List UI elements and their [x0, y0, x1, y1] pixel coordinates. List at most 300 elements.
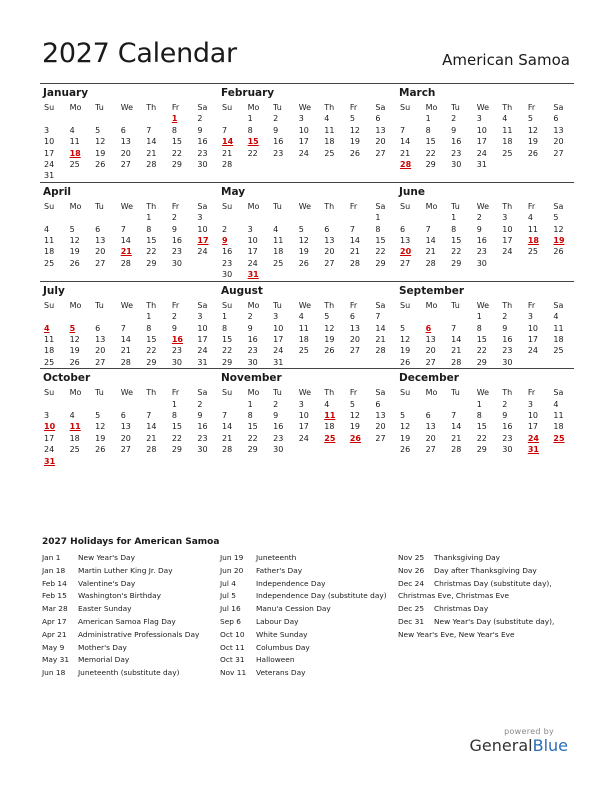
day-cell: 14 [146, 422, 157, 432]
weekday-label: Mo [425, 103, 438, 112]
weekday-label: Fr [171, 201, 180, 211]
brand-blue: Blue [532, 736, 568, 755]
day-cell: 18 [273, 247, 284, 257]
weekday-label: Su [400, 388, 411, 398]
month-october [40, 369, 218, 467]
day-cell: 12 [400, 334, 411, 344]
month-name: July [43, 284, 65, 297]
holiday-entry [220, 565, 398, 578]
day-cell: 14 [222, 422, 233, 432]
weekday-label: Sa [375, 388, 386, 398]
day-cell: 31 [273, 357, 284, 367]
day-cell: 16 [222, 247, 233, 257]
empty-cell [247, 212, 273, 223]
weekday-label: We [298, 103, 312, 112]
month-table [43, 387, 222, 467]
day-cell: 21 [375, 334, 386, 344]
day-cell: 19 [69, 346, 80, 356]
month-row [40, 182, 574, 281]
weekday-label: Fr [171, 300, 180, 310]
weekday-label: Sa [553, 388, 564, 398]
day-cell: 23 [247, 346, 258, 356]
day-cell: 11 [44, 334, 55, 344]
weekday-label: Fr [527, 103, 536, 112]
holiday-day-cell: 21 [120, 247, 132, 257]
day-cell: 7 [425, 224, 431, 234]
day-cell: 12 [95, 137, 106, 147]
day-cell: 27 [120, 160, 131, 170]
day-cell: 31 [44, 171, 55, 181]
weekday-label: Th [146, 103, 157, 112]
weekday-label: We [476, 103, 490, 112]
holiday-entry [42, 565, 220, 578]
empty-cell [399, 212, 425, 223]
month-january [40, 84, 218, 182]
day-cell: 1 [451, 213, 457, 223]
holiday-name-continued: Christmas Eve, Christmas Eve [398, 591, 510, 601]
day-cell: 13 [95, 334, 106, 344]
weekday-label: Mo [69, 388, 82, 398]
weekday-label: Mo [247, 103, 260, 112]
day-cell: 30 [197, 160, 208, 170]
weekday-label: Su [44, 103, 55, 112]
holiday-day-cell: 24 [527, 433, 539, 443]
weekday-label: Sa [197, 300, 208, 310]
weekday-label: Th [324, 201, 335, 211]
month-table [221, 387, 400, 455]
day-cell: 23 [502, 433, 513, 443]
day-cell: 25 [69, 445, 80, 455]
day-cell: 8 [476, 323, 482, 333]
day-cell: 2 [273, 399, 279, 409]
day-cell: 7 [120, 224, 126, 234]
empty-cell [501, 258, 527, 269]
empty-cell [272, 212, 298, 223]
holiday-day-cell: 18 [527, 236, 539, 246]
month-july [40, 282, 218, 368]
day-cell: 20 [324, 247, 335, 257]
day-cell: 10 [527, 323, 538, 333]
day-cell: 10 [44, 137, 55, 147]
weekday-label: Tu [451, 201, 460, 211]
day-cell: 13 [375, 410, 386, 420]
day-cell: 24 [298, 433, 309, 443]
weekday-label: Fr [349, 300, 358, 310]
powered-by-label: powered by [504, 727, 554, 736]
day-cell: 28 [120, 258, 131, 268]
holiday-day-cell: 1 [171, 114, 178, 124]
day-cell: 2 [171, 213, 177, 223]
weekday-label: Su [222, 388, 233, 398]
empty-cell [349, 444, 375, 455]
holiday-name: Washington's Birthday [78, 591, 161, 601]
day-cell: 19 [527, 137, 538, 147]
day-cell: 1 [425, 114, 431, 124]
weekday-label: Tu [451, 103, 460, 112]
month-table [43, 102, 222, 182]
day-cell: 17 [44, 433, 55, 443]
weekday-label: Su [44, 388, 55, 398]
day-cell: 6 [95, 323, 101, 333]
day-cell: 26 [298, 258, 309, 268]
empty-cell [399, 311, 425, 322]
day-cell: 23 [502, 346, 513, 356]
holiday-day-cell: 26 [349, 433, 361, 443]
weekday-label: Su [44, 300, 55, 310]
empty-cell [69, 311, 95, 322]
day-cell: 10 [273, 323, 284, 333]
day-cell: 22 [146, 346, 157, 356]
day-cell: 22 [171, 433, 182, 443]
holidays-column-1 [42, 552, 220, 680]
holiday-entry [42, 629, 220, 642]
day-cell: 20 [95, 346, 106, 356]
holiday-name: Christmas Day (substitute day), [434, 578, 552, 588]
day-cell: 14 [425, 236, 436, 246]
day-cell: 17 [298, 422, 309, 432]
weekday-label: Th [324, 103, 335, 112]
empty-cell [94, 212, 120, 223]
weekday-label: Th [146, 300, 157, 310]
holiday-name: Christmas Day [434, 604, 489, 614]
day-cell: 13 [349, 323, 360, 333]
day-cell: 3 [298, 399, 304, 409]
weekday-label: Mo [247, 201, 260, 211]
day-cell: 28 [222, 160, 233, 170]
month-march [396, 84, 574, 182]
holiday-entry [220, 578, 398, 591]
day-cell: 3 [476, 114, 482, 124]
holiday-entry [398, 552, 578, 565]
holiday-entry [220, 590, 398, 603]
month-table [221, 102, 400, 170]
day-cell: 15 [476, 334, 487, 344]
month-table [43, 300, 222, 368]
day-cell: 17 [527, 334, 538, 344]
day-cell: 30 [476, 258, 487, 268]
holiday-name: American Samoa Flag Day [78, 616, 176, 626]
day-cell: 22 [451, 247, 462, 257]
day-cell: 7 [375, 312, 381, 322]
day-cell: 7 [451, 410, 457, 420]
day-cell: 27 [425, 445, 436, 455]
day-cell: 8 [375, 224, 381, 234]
day-cell: 17 [44, 148, 55, 158]
day-cell: 21 [349, 247, 360, 257]
day-cell: 14 [451, 422, 462, 432]
weekday-label: Fr [171, 388, 180, 398]
day-cell: 4 [324, 114, 330, 124]
day-cell: 10 [527, 410, 538, 420]
weekday-label: Fr [527, 201, 536, 211]
day-cell: 3 [247, 224, 253, 234]
day-cell: 7 [146, 125, 152, 135]
day-cell: 11 [273, 236, 284, 246]
holidays-column-2 [220, 552, 398, 680]
holidays-section [42, 537, 582, 680]
empty-cell [171, 170, 197, 181]
day-cell: 29 [476, 445, 487, 455]
day-cell: 21 [222, 433, 233, 443]
day-cell: 24 [247, 258, 258, 268]
day-cell: 12 [69, 236, 80, 246]
day-cell: 5 [400, 323, 406, 333]
day-cell: 22 [247, 433, 258, 443]
day-cell: 13 [553, 125, 564, 135]
day-cell: 21 [451, 346, 462, 356]
holiday-day-cell: 25 [553, 433, 565, 443]
month-table [399, 102, 578, 170]
day-cell: 27 [400, 258, 411, 268]
day-cell: 25 [553, 346, 564, 356]
day-cell: 15 [222, 334, 233, 344]
day-cell: 8 [171, 410, 177, 420]
day-cell: 28 [222, 445, 233, 455]
empty-cell [552, 258, 578, 269]
holiday-entry [220, 552, 398, 565]
empty-cell [94, 113, 120, 124]
day-cell: 9 [273, 125, 279, 135]
holiday-entry [398, 616, 578, 629]
day-cell: 27 [425, 357, 436, 367]
month-name: April [43, 185, 72, 198]
holiday-day-cell: 11 [69, 422, 81, 432]
day-cell: 5 [298, 224, 304, 234]
holiday-entry [42, 667, 220, 680]
day-cell: 18 [44, 346, 55, 356]
day-cell: 21 [400, 148, 411, 158]
month-table [221, 300, 400, 368]
day-cell: 31 [476, 160, 487, 170]
day-cell: 6 [375, 114, 381, 124]
empty-cell [399, 113, 425, 124]
day-cell: 20 [349, 334, 360, 344]
empty-cell [349, 269, 375, 280]
empty-cell [323, 212, 349, 223]
day-cell: 9 [502, 323, 508, 333]
calendar-grid [40, 83, 574, 467]
weekday-label: Fr [349, 201, 358, 211]
day-cell: 16 [502, 334, 513, 344]
day-cell: 24 [527, 346, 538, 356]
day-cell: 29 [247, 445, 258, 455]
day-cell: 4 [298, 312, 304, 322]
day-cell: 10 [247, 236, 258, 246]
weekday-label: Tu [95, 103, 104, 112]
day-cell: 8 [451, 224, 457, 234]
day-cell: 7 [349, 224, 355, 234]
day-cell: 19 [400, 433, 411, 443]
day-cell: 25 [298, 346, 309, 356]
holiday-day-cell: 28 [400, 160, 412, 170]
weekday-label: Mo [69, 300, 82, 310]
day-cell: 5 [527, 114, 533, 124]
empty-cell [120, 311, 146, 322]
day-cell: 30 [502, 445, 513, 455]
empty-cell [527, 357, 553, 368]
day-cell: 2 [273, 114, 279, 124]
day-cell: 4 [69, 125, 75, 135]
weekday-label: We [298, 300, 312, 310]
day-cell: 9 [502, 410, 508, 420]
weekday-label: Tu [273, 388, 282, 398]
day-cell: 10 [502, 224, 513, 234]
day-cell: 5 [349, 399, 355, 409]
holiday-day-cell: 31 [527, 445, 539, 455]
day-cell: 28 [425, 258, 436, 268]
day-cell: 14 [120, 334, 131, 344]
day-cell: 23 [451, 148, 462, 158]
empty-cell [425, 311, 451, 322]
day-cell: 17 [197, 334, 208, 344]
day-cell: 11 [527, 224, 538, 234]
weekday-label: Su [400, 103, 411, 112]
holiday-entry [42, 654, 220, 667]
empty-cell [69, 170, 95, 181]
holidays-title: 2027 Holidays for American Samoa [42, 537, 220, 547]
day-cell: 26 [95, 445, 106, 455]
day-cell: 12 [553, 224, 564, 234]
holiday-entry [220, 654, 398, 667]
empty-cell [43, 212, 69, 223]
empty-cell [425, 399, 451, 410]
day-cell: 15 [375, 236, 386, 246]
empty-cell [120, 113, 146, 124]
empty-cell [349, 159, 375, 170]
weekday-label: Tu [451, 388, 460, 398]
day-cell: 4 [44, 224, 50, 234]
weekday-label: We [476, 201, 490, 211]
day-cell: 27 [95, 357, 106, 367]
empty-cell [501, 159, 527, 170]
weekday-label: Th [146, 388, 157, 398]
weekday-label: Su [222, 201, 233, 211]
weekday-label: Tu [273, 103, 282, 112]
day-cell: 25 [273, 258, 284, 268]
day-cell: 2 [476, 213, 482, 223]
month-name: September [399, 284, 465, 297]
weekday-label: Th [502, 300, 513, 310]
holiday-entry [220, 616, 398, 629]
weekday-label: Su [400, 300, 411, 310]
holiday-name: Memorial Day [78, 655, 130, 665]
day-cell: 29 [171, 445, 182, 455]
holiday-date: Dec 24 [398, 578, 425, 588]
day-cell: 19 [298, 247, 309, 257]
day-cell: 18 [298, 334, 309, 344]
empty-cell [69, 399, 95, 410]
day-cell: 3 [273, 312, 279, 322]
day-cell: 20 [425, 346, 436, 356]
month-december [396, 369, 574, 467]
day-cell: 11 [69, 137, 80, 147]
weekday-label: We [476, 388, 490, 398]
holiday-name: Thanksgiving Day [434, 553, 501, 562]
day-cell: 9 [171, 323, 177, 333]
day-cell: 24 [273, 346, 284, 356]
day-cell: 9 [273, 410, 279, 420]
holiday-day-cell: 4 [44, 323, 50, 333]
day-cell: 2 [197, 114, 203, 124]
day-cell: 2 [247, 312, 253, 322]
weekday-label: Fr [349, 103, 358, 112]
month-name: October [43, 372, 91, 385]
holiday-name: Easter Sunday [78, 604, 132, 614]
day-cell: 6 [425, 410, 431, 420]
day-cell: 20 [553, 137, 564, 147]
empty-cell [221, 113, 247, 124]
day-cell: 22 [375, 247, 386, 257]
empty-cell [94, 170, 120, 181]
weekday-label: Tu [273, 300, 282, 310]
empty-cell [323, 444, 349, 455]
day-cell: 26 [553, 247, 564, 257]
empty-cell [247, 159, 273, 170]
day-cell: 4 [553, 312, 559, 322]
holiday-name: Halloween [256, 655, 295, 665]
holiday-day-cell: 17 [197, 236, 209, 246]
day-cell: 4 [273, 224, 279, 234]
day-cell: 10 [298, 125, 309, 135]
weekday-label: We [120, 300, 134, 310]
month-august [218, 282, 396, 368]
day-cell: 29 [476, 357, 487, 367]
day-cell: 4 [502, 114, 508, 124]
day-cell: 6 [95, 224, 101, 234]
weekday-label: Tu [95, 388, 104, 398]
day-cell: 1 [146, 312, 152, 322]
day-cell: 7 [222, 410, 228, 420]
holiday-name: Veterans Day [256, 668, 306, 678]
holiday-date: Jul 16 [220, 604, 241, 614]
day-cell: 28 [146, 160, 157, 170]
holiday-name: Day after Thanksgiving Day [434, 565, 537, 575]
day-cell: 30 [247, 357, 258, 367]
weekday-label: Sa [553, 103, 564, 112]
holiday-name: Mother's Day [78, 642, 127, 652]
day-cell: 13 [375, 125, 386, 135]
holiday-name: Juneteenth (substitute day) [78, 668, 180, 678]
weekday-label: Fr [527, 388, 536, 398]
day-cell: 25 [69, 160, 80, 170]
day-cell: 26 [324, 346, 335, 356]
weekday-label: Su [222, 300, 233, 310]
holiday-date: Nov 11 [220, 668, 247, 678]
day-cell: 22 [222, 346, 233, 356]
country-name: American Samoa [442, 51, 570, 69]
empty-cell [298, 444, 324, 455]
day-cell: 21 [120, 346, 131, 356]
day-cell: 1 [247, 114, 253, 124]
day-cell: 7 [146, 410, 152, 420]
empty-cell [43, 113, 69, 124]
day-cell: 19 [69, 247, 80, 257]
day-cell: 18 [44, 247, 55, 257]
day-cell: 14 [400, 137, 411, 147]
day-cell: 7 [222, 125, 228, 135]
day-cell: 2 [451, 114, 457, 124]
holiday-date: Oct 10 [220, 629, 245, 639]
holiday-date: Jan 18 [42, 565, 66, 575]
day-cell: 2 [222, 224, 228, 234]
day-cell: 20 [375, 137, 386, 147]
day-cell: 17 [273, 334, 284, 344]
empty-cell [298, 159, 324, 170]
weekday-label: Fr [527, 300, 536, 310]
day-cell: 28 [451, 357, 462, 367]
day-cell: 15 [146, 334, 157, 344]
day-cell: 23 [171, 346, 182, 356]
